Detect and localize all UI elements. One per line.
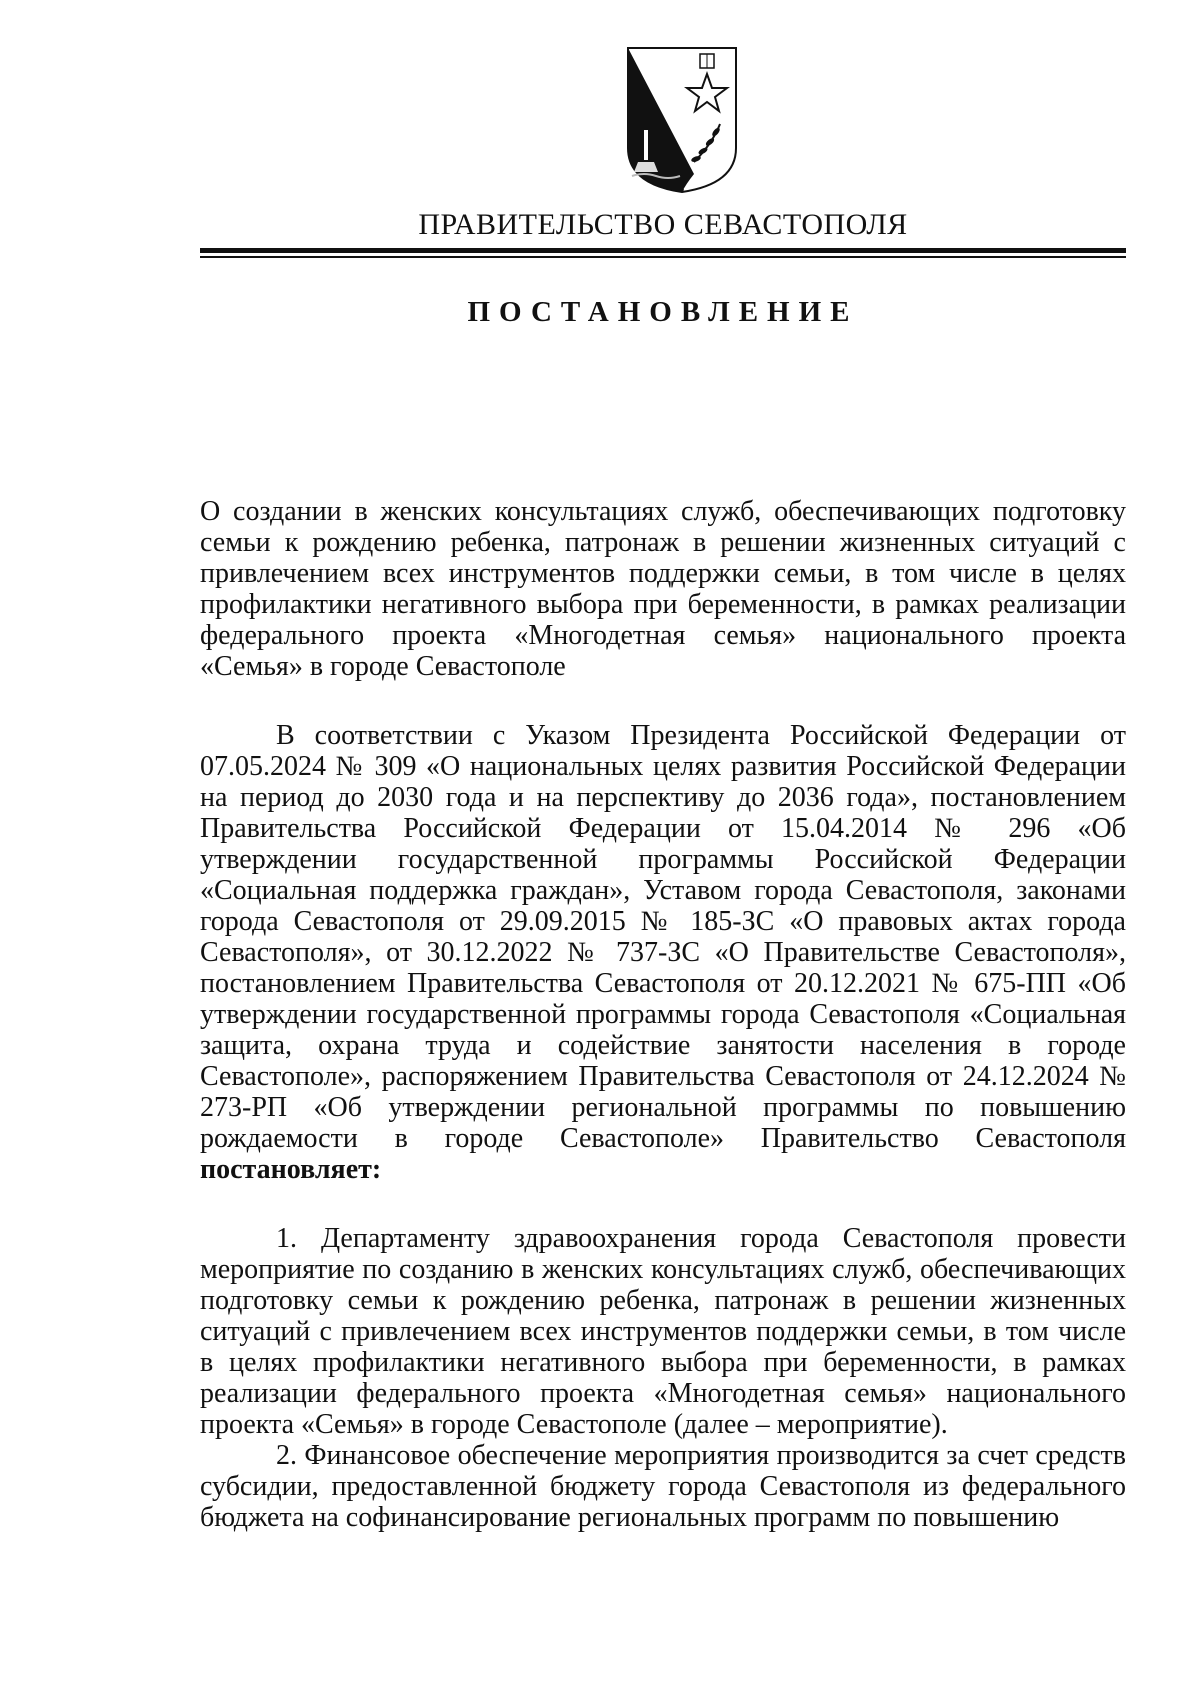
document-type-heading: ПОСТАНОВЛЕНИЕ xyxy=(467,296,859,328)
document-body xyxy=(200,496,1126,1533)
preamble-text: В соответствии с Указом Президента Российской Федерации от 07.05.2024 № 309 «О национальных целях развития Российской Федерации на период до 2030 года и на перспективу до 2036 года», постановлением Правительства Российской Федерации от 15.04.2014 № 296 «Об утверждении государственной программы Российской Федерации «Социальная поддержка граждан», Уставом города Севастополя, законами города Севастополя от 29.09.2015 № 185-ЗС «О правовых актах города Севастополя», от 30.12.2022 № 737-ЗС «О Правительстве Севастополя», постановлением Правительства Севастополя от 20.12.2021 № 675-ПП «Об утверждении государственной программы города Севастополя «Социальная защита, охрана труда и содействие занятости населения в городе Севастополе», распоряжением Правительства Севастополя от 24.12.2024 № 273-РП «Об утверждении региональной программы по повышению рождаемости в городе Севастополе» Правительство Севастополя xyxy=(200,720,1126,1154)
document-title: О создании в женских консультациях служб, обеспечивающих подготовку семьи к рождению ребенка, патронаж в решении жизненных ситуаций с привлечением всех инструментов поддержки семьи, в том числе в целях профилактики негативного выбора при беременности, в рамках реализации федерального проекта «Многодетная семья» национального проекта «Семья» в городе Севастополе xyxy=(200,496,1126,682)
clause-2: 2. Финансовое обеспечение мероприятия производится за счет средств субсидии, предоставленной бюджету города Севастополя из федерального бюджета на софинансирование региональных программ по повышению xyxy=(200,1440,1126,1533)
header-rule-thick xyxy=(200,248,1126,253)
resolves-word: постановляет: xyxy=(200,1154,382,1185)
header-rule-thin xyxy=(200,256,1126,258)
sevastopol-coat-of-arms-icon xyxy=(624,44,742,194)
clause-1: 1. Департаменту здравоохранения города Севастополя провести мероприятие по созданию в женских консультациях служб, обеспечивающих подготовку семьи к рождению ребенка, патронаж в решении жизненных ситуаций с привлечением всех инструментов поддержки семьи, в том числе в целях профилактики негативного выбора при беременности, в рамках реализации федерального проекта «Многодетная семья» национального проекта «Семья» в городе Севастополе (далее – мероприятие). xyxy=(200,1223,1126,1440)
preamble-paragraph xyxy=(200,720,1126,1185)
organization-name: ПРАВИТЕЛЬСТВО СЕВАСТОПОЛЯ xyxy=(418,208,908,241)
